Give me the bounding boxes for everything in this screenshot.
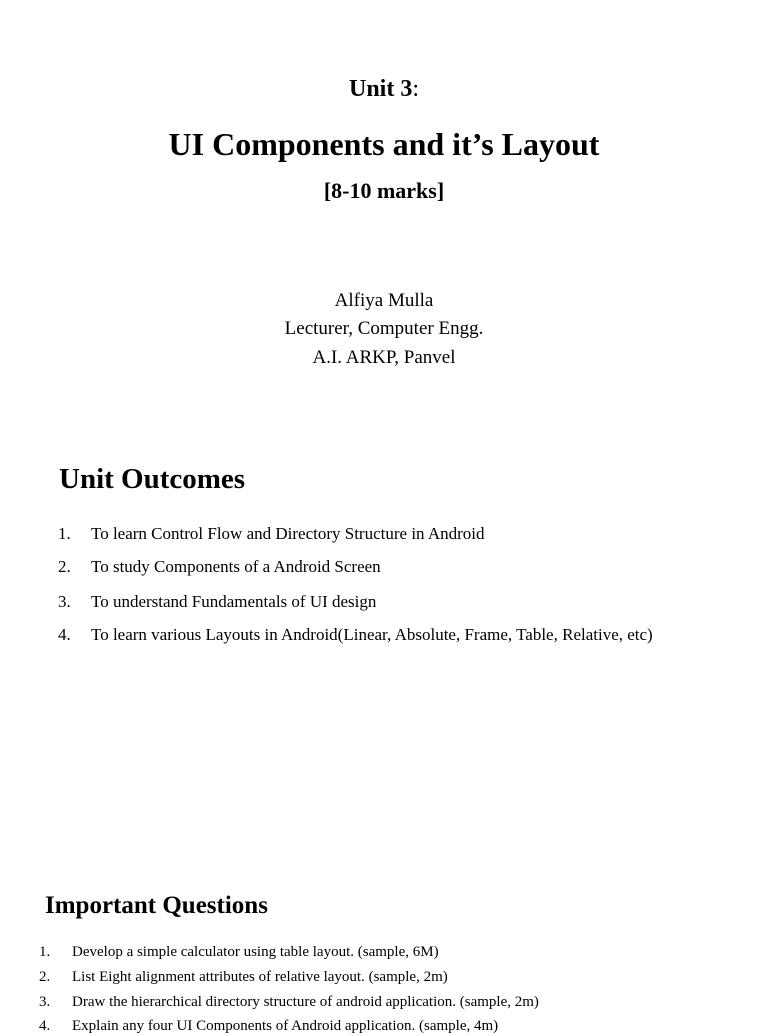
outcome-number: 1.: [58, 524, 71, 543]
marks-label: [8-10 marks]: [323, 178, 445, 203]
question-text: Draw the hierarchical directory structure of android application. (sample, 2m): [72, 994, 539, 1010]
question-number: 4.: [39, 1018, 51, 1034]
question-item: [39, 1016, 498, 1036]
outcome-number: 2.: [58, 557, 71, 576]
outcome-item: [58, 523, 485, 545]
outcome-number: 3.: [58, 592, 71, 611]
question-number: 3.: [39, 994, 51, 1010]
unit-colon: :: [412, 76, 419, 102]
unit-heading: [0, 74, 768, 104]
page-title: UI Components and it’s Layout: [168, 126, 600, 162]
question-text: Develop a simple calculator using table layout. (sample, 6M): [72, 944, 439, 960]
outcome-item: [58, 624, 653, 646]
question-item: [39, 942, 439, 962]
outcome-text: To learn various Layouts in Android(Linear, Absolute, Frame, Table, Relative, etc): [91, 625, 653, 644]
questions-heading: Important Questions: [45, 892, 268, 919]
unit-label: Unit 3: [348, 76, 413, 102]
question-text: List Eight alignment attributes of relative layout. (sample, 2m): [72, 969, 448, 985]
question-number: 2.: [39, 969, 51, 985]
question-item: [39, 967, 448, 987]
outcome-text: To study Components of a Android Screen: [91, 557, 381, 576]
author-institution: A.I. ARKP, Panvel: [312, 347, 456, 368]
question-number: 1.: [39, 944, 51, 960]
outcomes-heading: Unit Outcomes: [59, 463, 246, 495]
author-name: Alfiya Mulla: [334, 290, 434, 311]
question-item: [39, 992, 539, 1012]
question-text: Explain any four UI Components of Android application. (sample, 4m): [72, 1018, 499, 1034]
outcome-item: [58, 591, 376, 613]
outcome-text: To learn Control Flow and Directory Structure in Android: [91, 524, 485, 543]
author-role: Lecturer, Computer Engg.: [284, 318, 484, 339]
outcome-text: To understand Fundamentals of UI design: [91, 592, 377, 611]
outcome-item: [58, 556, 381, 578]
outcome-number: 4.: [58, 625, 71, 644]
